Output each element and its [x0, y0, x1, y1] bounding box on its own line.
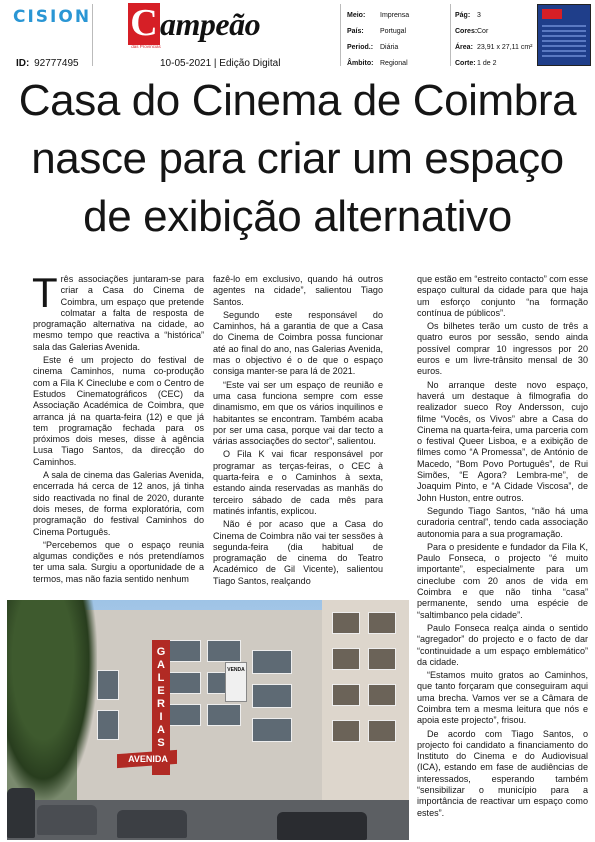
cision-logo: CISION	[13, 7, 92, 27]
photo-car	[37, 805, 97, 835]
article-column-2	[213, 274, 383, 589]
article-paragraph: Para o presidente e fundador da Fila K, Paulo Fonseca, o projecto “é muito importante”, especialmente para um cineclube com 20 anos de vida em Coimbra e que não tinha “casa” permanente, sendo uma espécie de “saltimbanco pela cidade”.	[417, 541, 588, 620]
clipping-id	[16, 58, 79, 69]
photo-car	[117, 810, 187, 838]
photo-side-building	[322, 600, 409, 800]
article-paragraph: No arranque deste novo espaço, haverá um destaque à filmografia do realizador sueco Roy Andersson, cujo filme “Vocês, os Vivos” abre a Casa do Cinema na quarta-feira, uma parceria com o festival Queer Lisboa, e a exibição de filmes como “A Promessa”, de António de Macedo, “Bom Povo Português”, de Rui Simões, “E Agora? Lembra-me”, de Joaquim Pinto, e “A Cidade Viscosa”, de John Huston, entre outros.	[417, 379, 588, 503]
article-photo	[7, 600, 409, 840]
header-divider	[340, 4, 341, 66]
drop-cap: T	[32, 269, 58, 316]
headline-line: Casa do Cinema de Coimbra	[18, 76, 577, 125]
meta-right: Pág: 3 Cores:Cor Área: 23,91 x 27,11 cm² Corte:1 de 2	[455, 12, 533, 67]
article-paragraph: Segundo Tiago Santos, “não há uma curadoria central”, tendo cada associação autonomia para a sua programação.	[417, 505, 588, 539]
page-thumbnail	[537, 4, 591, 66]
article-paragraph: “Percebemos que o espaço reunia algumas condições e nós pretendíamos ter uma sala. Surgiu a oportunidade de a termos, mas não fazia sentido nenhum	[33, 539, 204, 584]
clipping-header	[0, 0, 595, 70]
venda-sign: VENDA	[225, 662, 247, 702]
article-paragraph: Este é um projecto do festival de cinema Caminhos, numa co-produção com a Fila K Cineclube e com o Centro de Estudos Cinematográficos (CEC) da Associação Académica de Coimbra, que arranca já na quarta-feira (12) e que já tem programação fechada para os próximos dois meses, disse à agência Lusa Tiago Santos, da direcção do Caminhos.	[33, 355, 204, 467]
galerias-sign-text: G A L E R I A S	[156, 646, 166, 749]
campeao-logo-letter: C	[128, 3, 160, 45]
clipping-id-label: ID:	[16, 58, 30, 69]
header-divider	[92, 4, 93, 66]
photo-car	[7, 788, 35, 838]
article-column-3	[417, 274, 588, 821]
article-paragraph: Paulo Fonseca realça ainda o sentido “agregador” do projecto e o facto de dar “continuidade a um espaço emblemático” da cidade.	[417, 622, 588, 667]
article-paragraph: “Estamos muito gratos ao Caminhos, que tanto forçaram que conseguiram aqui uma brecha. Vamos ver se a Câmara de Coimbra tem a mesma leitura que nós e apoia este projecto”, frisou.	[417, 670, 588, 726]
photo-car	[277, 812, 367, 840]
header-divider	[450, 4, 451, 66]
article-paragraph: Não é por acaso que a Casa do Cinema de Coimbra não vai ter sessões à segunda-feira (dia habitual de programação de cinema do Teatro Académico de Gil Vicente), salientou Tiago Santos, realçando	[213, 519, 383, 586]
clipping-id-value: 92777495	[34, 58, 79, 69]
photo-trees	[7, 600, 97, 800]
meta-left: Meio: Imprensa País: Portugal Period.: Diária Âmbito: Regional	[347, 12, 410, 67]
article-paragraph: que estão em “estreito contacto” com esse espaço cultural da cidade para que haja um esforço conjunto “na formação contínua de públicos”.	[417, 274, 588, 318]
article-paragraph: Três associações juntaram-se para criar a Casa do Cinema de Coimbra, um espaço que pretende colmatar a falta de resposta de programação alternativa na cidade, ao mesmo tempo que reactiva a “histórica” sala das Galerias Avenida.	[32, 269, 204, 352]
article-paragraph: Os bilhetes terão um custo de três a quatro euros por sessão, sendo ainda possível comprar 10 ingressos por 20 euros e um livre-trânsito mensal de 30 euros.	[417, 321, 588, 377]
article-paragraph: Segundo este responsável do Caminhos, há a garantia de que a Casa do Cinema de Coimbra possa funcionar até ao final do ano, nas Galerias Avenida, mas o objectivo é o de que o espaço consiga manter-se para lá de 2021.	[213, 309, 383, 377]
headline-line: nasce para criar um espaço	[31, 134, 564, 183]
article-paragraph: O Fila K vai ficar responsável por programar as terças-feiras, o CEC à quarta-feira e o Caminhos à sexta, estando ainda reservadas as manhãs do terceiro sábado de cada mês para matinés infantis, explicou.	[213, 449, 383, 516]
campeao-logo-text: ampeão	[160, 6, 261, 42]
headline-line: de exibição alternativo	[83, 192, 512, 241]
campeao-logo-subtitle: das Províncias	[131, 44, 161, 49]
article-column-1	[32, 269, 204, 587]
article-paragraph: fazê-lo em exclusivo, quando há outros agentes na cidade”, salientou Tiago Santos.	[213, 274, 383, 307]
article-paragraph: “Este vai ser um espaço de reunião e uma casa funciona sempre com esse dinamismo, em que os vários inquilinos e habitantes se encontram. Também acaba por ser uma casa, porque vai dar tecto a várias associações do sector”, salientou.	[213, 379, 383, 447]
edition-date: 10-05-2021 | Edição Digital	[160, 58, 281, 69]
avenida-sign-text: AVENIDA	[128, 754, 168, 764]
article-headline	[10, 72, 585, 246]
article-paragraph: A sala de cinema das Galerias Avenida, encerrada há cerca de 12 anos, já tinha sido reactivada no final de 2020, durante dois meses, de forma exploratória, com programação do festival Caminhos do Cinema Português.	[33, 470, 204, 537]
article-paragraph: De acordo com Tiago Santos, o projecto foi candidato a financiamento do Instituto do Cinema e do Audiovisual (ICA), estando em fase de audiências de interessados, esperando também “sensibilizar o município para a importância de reactivar um espaço como estes”.	[417, 728, 588, 818]
